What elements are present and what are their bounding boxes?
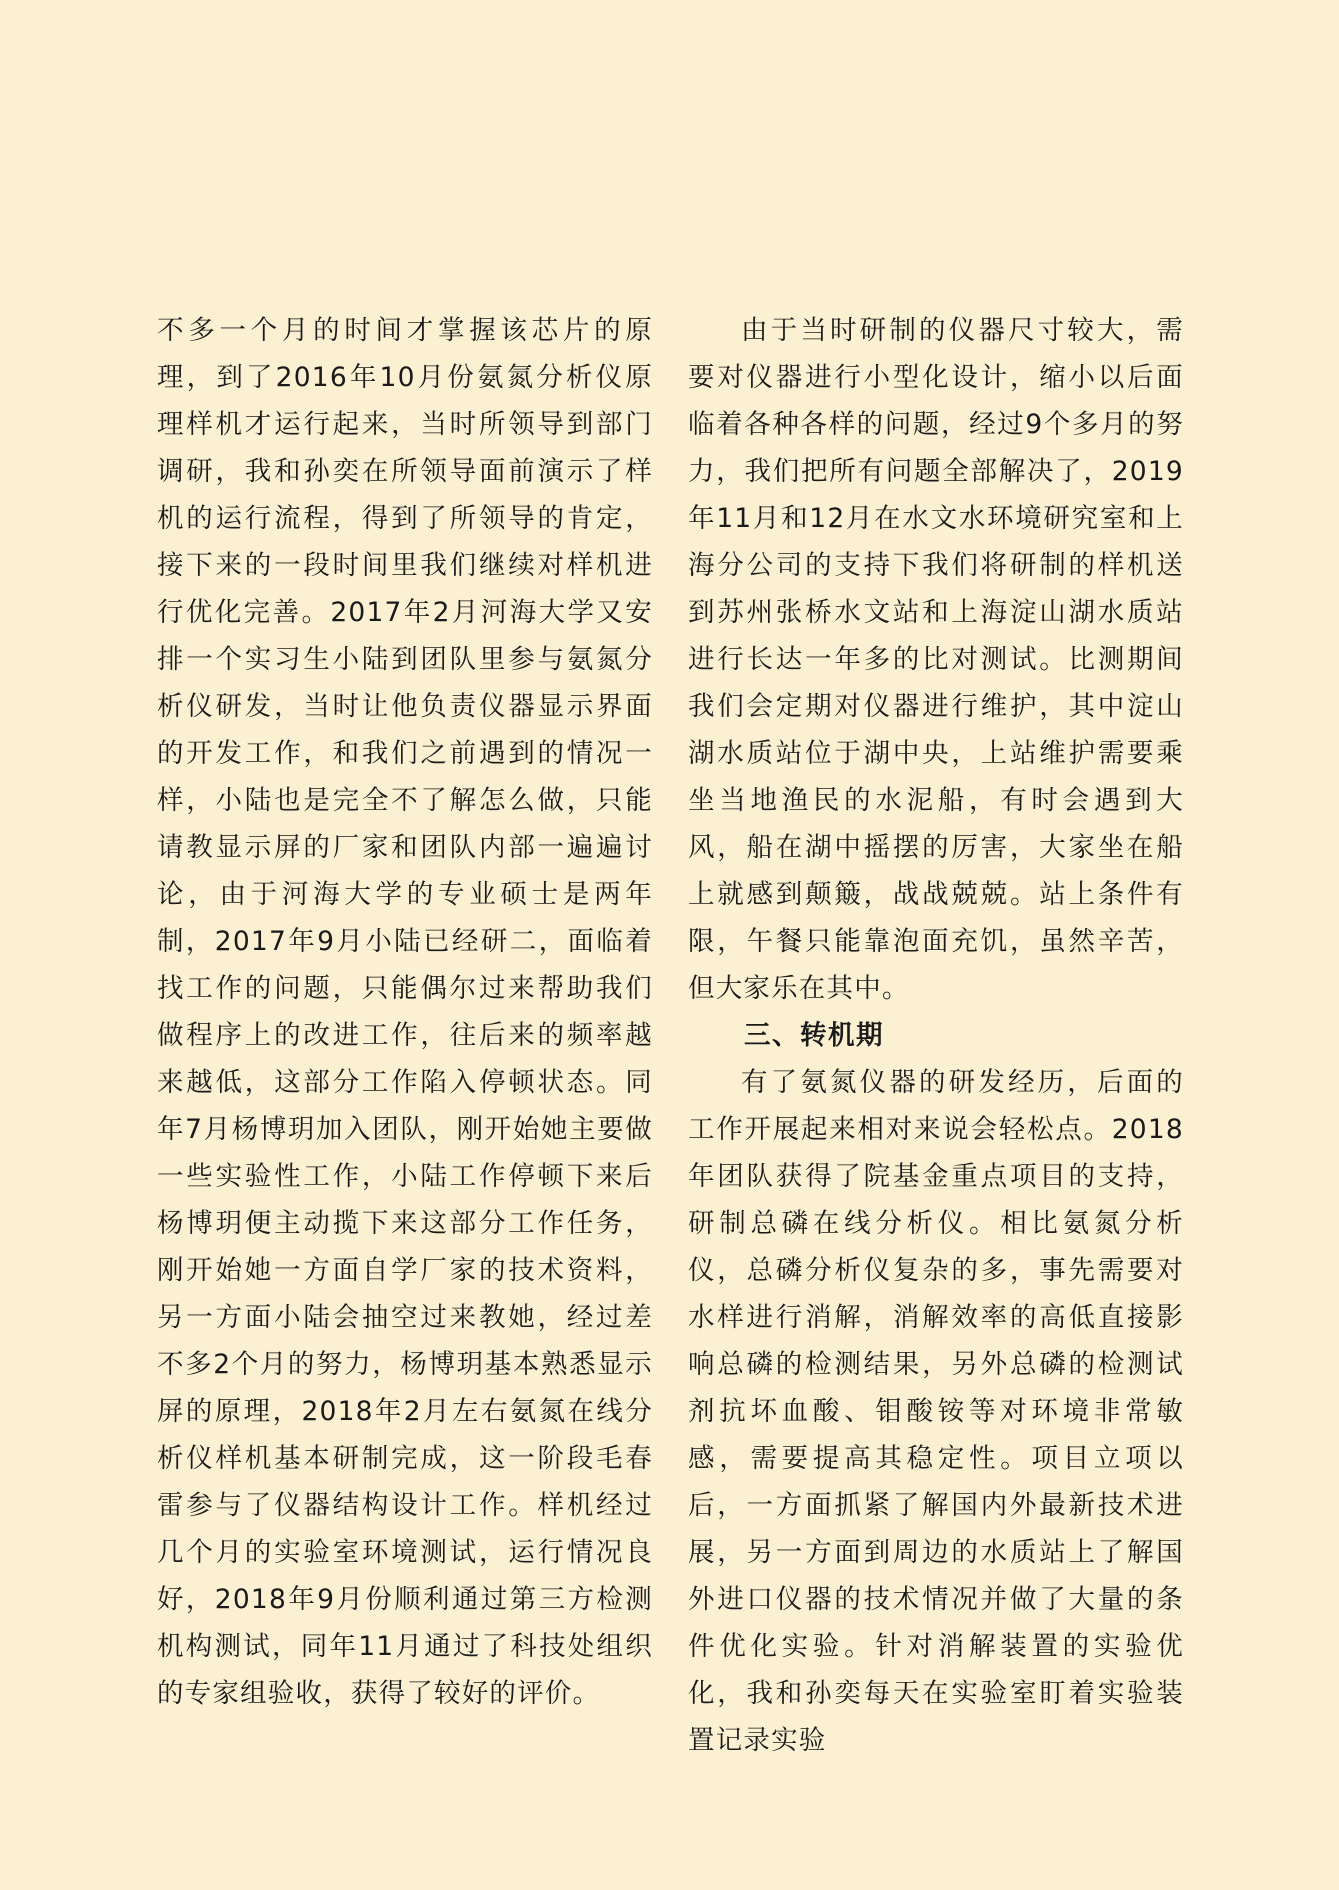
body-paragraph: 有了氨氮仪器的研发经历，后面的工作开展起来相对来说会轻松点。2018年团队获得了院基金重点项目的支持，研制总磷在线分析仪。相比氨氮分析仪，总磷分析仪复杂的多，事先需要对水样进行消解，消解效率的高低直接影响总磷的检测结果，另外总磷的检测试剂抗坏血酸、钼酸铵等对环境非常敏感，需要提高其稳定性。项目立项以后，一方面抓紧了解国内外最新技术进展，另一方面到周边的水质站上了解国外进口仪器的技术情况并做了大量的条件优化实验。针对消解装置的实验优化，我和孙奕每天在实验室盯着实验装置记录实验 [688,1067,1184,1756]
section-heading: 三、转机期 [744,1020,884,1051]
body-paragraph: 由于当时研制的仪器尺寸较大，需要对仪器进行小型化设计，缩小以后面临着各种各样的问题，经过9个多月的努力，我们把所有问题全部解决了，2019年11月和12月在水文水环境研究室和上海分公司的支持下我们将研制的样机送到苏州张桥水文站和上海淀山湖水质站进行长达一年多的比对测试。比测期间我们会定期对仪器进行维护，其中淀山湖水质站位于湖中央，上站维护需要乘坐当地渔民的水泥船，有时会遇到大风，船在湖中摇摆的厉害，大家坐在船上就感到颠簸，战战兢兢。站上条件有限，午餐只能靠泡面充饥，虽然辛苦，但大家乐在其中。 [688,315,1184,1004]
body-paragraph: 不多一个月的时间才掌握该芯片的原理，到了2016年10月份氨氮分析仪原理样机才运行起来，当时所领导到部门调研，我和孙奕在所领导面前演示了样机的运行流程，得到了所领导的肯定，接下来的一段时间里我们继续对样机进行优化完善。2017年2月河海大学又安排一个实习生小陆到团队里参与氨氮分析仪研发，当时让他负责仪器显示界面的开发工作，和我们之前遇到的情况一样，小陆也是完全不了解怎么做，只能请教显示屏的厂家和团队内部一遍遍讨论，由于河海大学的专业硕士是两年制，2017年9月小陆已经研二，面临着找工作的问题，只能偶尔过来帮助我们做程序上的改进工作，往后来的频率越来越低，这部分工作陷入停顿状态。同年7月杨博玥加入团队，刚开始她主要做一些实验性工作，小陆工作停顿下来后杨博玥便主动揽下来这部分工作任务，刚开始她一方面自学厂家的技术资料，另一方面小陆会抽空过来教她，经过差不多2个月的努力，杨博玥基本熟悉显示屏的原理，2018年2月左右氨氮在线分析仪样机基本研制完成，这一阶段毛春雷参与了仪器结构设计工作。样机经过几个月的实验室环境测试，运行情况良好，2018年9月份顺利通过第三方检测机构测试，同年11月通过了科技处组织的专家组验收，获得了较好的评价。 [157,315,653,1709]
right-column [688,307,1184,1764]
left-column [157,307,653,1717]
